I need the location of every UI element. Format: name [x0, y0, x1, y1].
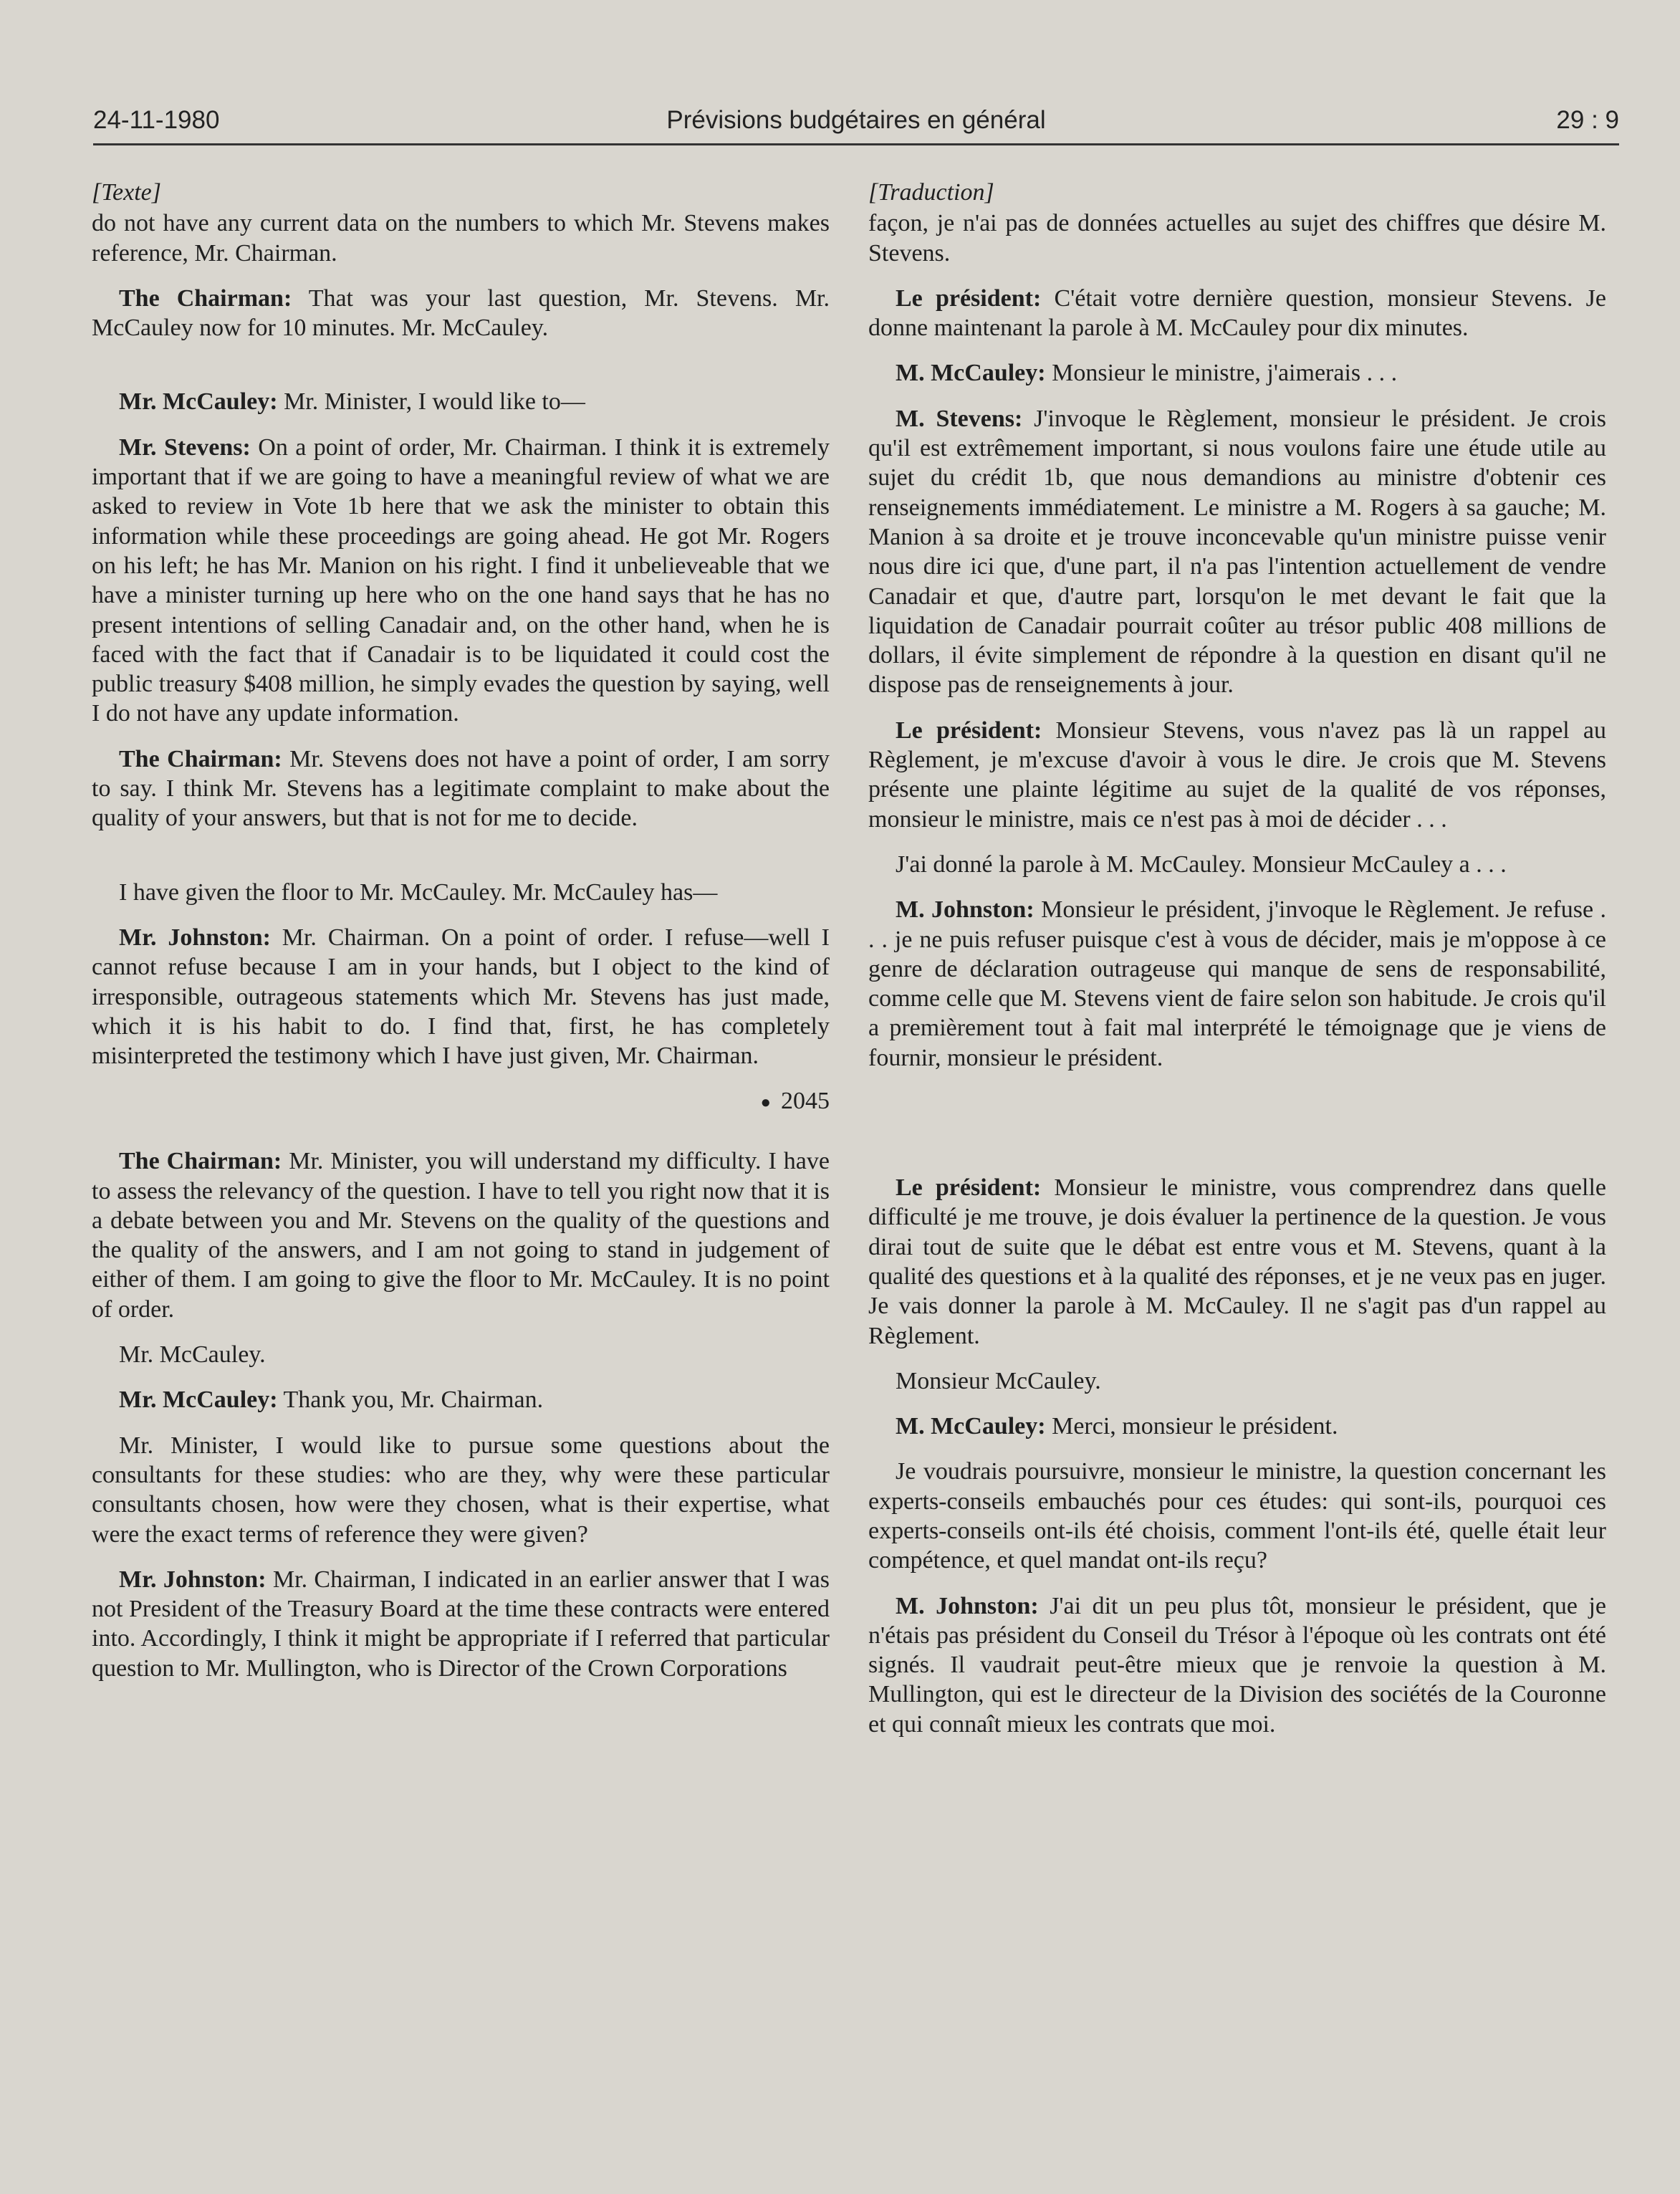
speaker-name: Mr. Johnston: [119, 1566, 267, 1593]
paragraph: do not have any current data on the numbers to which Mr. Stevens makes reference, Mr. Chairman. [92, 210, 830, 267]
time-marker-value: 2045 [781, 1088, 830, 1115]
speaker-name: The Chairman: [119, 284, 292, 312]
paragraph: Le président: Monsieur Stevens, vous n'avez pas là un rappel au Règlement, je m'excuse d'avoir à vous le dire. Je crois que M. Stevens présente une plainte légitime au sujet de la qualité de vos réponses, monsieur le ministre, mais ce n'est pas à moi de décider . . . [868, 717, 1607, 833]
speaker-name: The Chairman: [119, 745, 282, 772]
paragraph: I have given the floor to Mr. McCauley. Mr. McCauley has— [119, 878, 718, 906]
speaker-name: Le président: [896, 717, 1042, 744]
section-tag: [Traduction] [868, 179, 994, 206]
bullet-icon: ● [760, 1093, 771, 1112]
speaker-name: The Chairman: [119, 1148, 282, 1175]
speaker-name: M. Johnston: [896, 896, 1035, 924]
speaker-name: Le président: [896, 1174, 1042, 1202]
paragraph: Mr. McCauley: Thank you, Mr. Chairman. [119, 1386, 544, 1414]
paragraph: Mr. Minister, I would like to pursue some questions about the consultants for these studies: who are they, why were these particular consultants chosen, how were they chosen, what is their expertise, what were the exact terms of reference they were given? [92, 1432, 830, 1548]
paragraph: J'ai donné la parole à M. McCauley. Monsieur McCauley a . . . [896, 851, 1507, 878]
running-header [93, 106, 1619, 145]
paragraph: Mr. Stevens: On a point of order, Mr. Chairman. I think it is extremely important that if we are going to have a meaningful review of what we are asked to review in Vote 1b here that we ask the minister to obtain this information while these proceedings are going ahead. He got Mr. Rogers on his left; he has Mr. Manion on his right. I find it unbelieveable that we have a minister turning up here who on the one hand says that he has no present intentions of selling Canadair and, on the other hand, when he is faced with the fact that if Canadair is to be liquidated it could cost the public treasury $408 million, he simply evades the question by saying, well I do not have any update information. [92, 433, 830, 727]
speaker-name: M. Stevens: [896, 405, 1023, 432]
paragraph: M. Johnston: Monsieur le président, j'invoque le Règlement. Je refuse . . . je ne puis refuser puisque c'est à vous de décider, mais je m'oppose à ce genre de déclaration outrageuse qui manque de sens de responsabilité, comme celle que M. Stevens vient de faire selon son habitude. Je crois qu'il a premièrement tout à fait mal interprété le témoignage que je viens de fournir, monsieur le président. [868, 896, 1606, 1071]
speaker-name: Le président: [896, 284, 1042, 312]
time-marker [92, 1086, 830, 1118]
section-tag: [Texte] [92, 179, 161, 206]
paragraph: The Chairman: That was your last question, Mr. Stevens. Mr. McCauley now for 10 minutes. Mr. McCauley. [92, 284, 830, 342]
header-date: 24-11-1980 [93, 106, 220, 134]
paragraph: M. McCauley: Merci, monsieur le président. [896, 1413, 1338, 1440]
speaker-name: M. McCauley: [896, 1413, 1046, 1440]
speaker-name: Mr. McCauley: [119, 1386, 278, 1414]
speaker-name: M. Johnston: [896, 1592, 1039, 1619]
paragraph: Mr. Johnston: Mr. Chairman. On a point of order. I refuse—well I cannot refuse because I am in your hands, but I object to the kind of irresponsible, outrageous statements which Mr. Stevens has just made, which it is his habit to do. I find that, first, he has completely misinterpreted the testimony which I have just given, Mr. Chairman. [92, 924, 830, 1070]
french-column [868, 178, 1606, 1755]
paragraph: Le président: Monsieur le ministre, vous comprendrez dans quelle difficulté je me trouve, je dois évaluer la pertinence de la question. Je vous dirai tout de suite que le débat est entre vous et M. Stevens, quant à la qualité des questions et à la qualité des réponses, et je ne veux pas en juger. Je vais donner la parole à M. McCauley. Il ne s'agit pas d'un rappel au Règlement. [868, 1174, 1607, 1349]
paragraph: M. Johnston: J'ai dit un peu plus tôt, monsieur le président, que je n'étais pas président du Conseil du Trésor à l'époque où les contrats ont été signés. Il vaudrait peut-être mieux que je renvoie la question à M. Mullington, qui est le directeur de la Division des sociétés de la Couronne et qui connaît mieux les contrats que moi. [868, 1592, 1606, 1738]
header-title: Prévisions budgétaires en général [666, 106, 1046, 134]
speaker-name: Mr. Johnston: [119, 924, 271, 951]
speaker-name: Mr. McCauley: [119, 388, 278, 416]
speaker-name: Mr. Stevens: [119, 433, 251, 461]
section-tag-label: Traduction [878, 179, 985, 206]
paragraph: The Chairman: Mr. Minister, you will understand my difficulty. I have to assess the relevancy of the question. I have to tell you right now that it is a debate between you and Mr. Stevens on the quality of the questions and the quality of the answers, and I am not going to stand in judgement of either of them. I am going to give the floor to Mr. McCauley. It is no point of order. [92, 1148, 830, 1323]
speaker-name: M. McCauley: [896, 360, 1046, 387]
paragraph: Mr. McCauley. [119, 1341, 266, 1369]
paragraph: Monsieur McCauley. [896, 1367, 1101, 1394]
section-tag-label: Texte [101, 179, 152, 206]
paragraph: M. McCauley: Monsieur le ministre, j'aimerais . . . [896, 360, 1398, 387]
paragraph: façon, je n'ai pas de données actuelles au sujet des chiffres que désire M. Stevens. [868, 210, 1606, 267]
paragraph: Le président: C'était votre dernière question, monsieur Stevens. Je donne maintenant la parole à M. McCauley pour dix minutes. [868, 284, 1606, 342]
paragraph: The Chairman: Mr. Stevens does not have a point of order, I am sorry to say. I think Mr. Stevens has a legitimate complaint to make about the quality of your answers, but that is not for me to decide. [92, 745, 830, 832]
header-page-number: 29 : 9 [1556, 106, 1619, 134]
paragraph: M. Stevens: J'invoque le Règlement, monsieur le président. Je crois qu'il est extrêmement important, si nous voulons faire une étude utile au sujet du crédit 1b, que nous demandions au ministre d'obtenir ces renseignements immédiatement. Le ministre a M. Rogers à sa gauche; M. Manion à sa droite et je trouve inconcevable qu'un ministre puisse venir nous dire ici que, d'une part, il n'a pas l'intention actuellement de vendre Canadair et que, d'autre part, lorsqu'on le met devant le fait que la liquidation de Canadair pourrait coûter au trésor public 408 millions de dollars, il évite simplement de répondre à la question en disant qu'il ne dispose pas de renseignements à jour. [868, 405, 1606, 699]
paragraph: Je voudrais poursuivre, monsieur le ministre, la question concernant les experts-conseils embauchés pour ces études: qui sont-ils, pourquoi ces experts-conseils ont-ils été choisis, comment l'ont-ils été, quelle était leur compétence, et quel mandat ont-ils reçu? [868, 1458, 1606, 1574]
paragraph: Mr. Johnston: Mr. Chairman, I indicated in an earlier answer that I was not President of the Treasury Board at the time these contracts were entered into. Accordingly, I think it might be appropriate if I referred that particular question to Mr. Mullington, who is Director of the Crown Corporations [92, 1566, 830, 1682]
english-column [92, 178, 830, 1699]
paragraph: Mr. McCauley: Mr. Minister, I would like to— [119, 388, 585, 416]
